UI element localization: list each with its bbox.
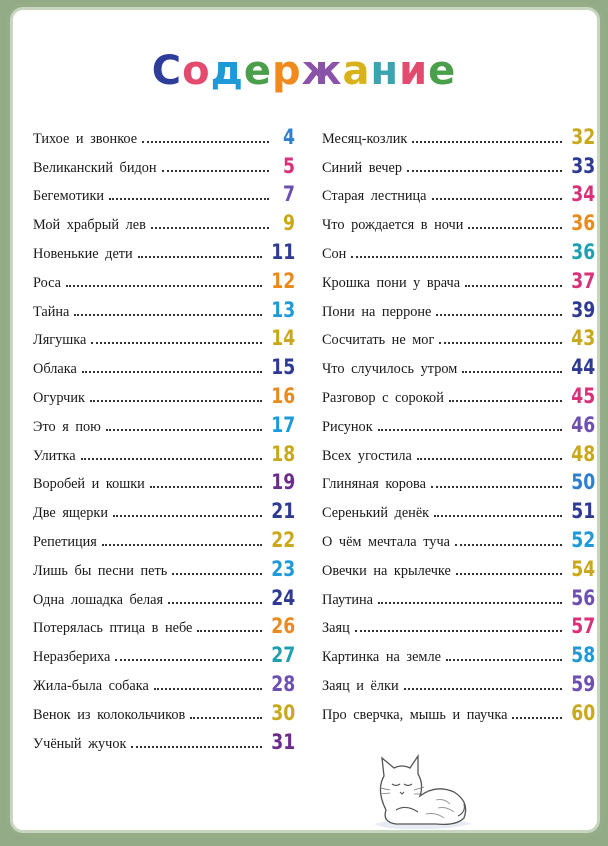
toc-entry bbox=[33, 322, 295, 351]
dot-leader bbox=[109, 198, 269, 200]
toc-entry-title: Венок из колокольчиков bbox=[33, 705, 188, 725]
toc-entry-title: Что случилось утром bbox=[322, 359, 460, 379]
toc-entry-title: Одна лошадка белая bbox=[33, 590, 166, 610]
toc-entry-page-number: 52 bbox=[571, 527, 595, 552]
toc-entry-page-number: 19 bbox=[271, 470, 295, 495]
dot-leader bbox=[142, 141, 269, 143]
toc-entry-title: Лишь бы песни петь bbox=[33, 561, 170, 581]
toc-entry-title: О чём мечтала туча bbox=[322, 532, 453, 552]
dot-leader bbox=[190, 717, 262, 719]
dot-leader bbox=[113, 515, 262, 517]
dot-leader bbox=[404, 688, 562, 690]
toc-entry-title: Великанский бидон bbox=[33, 158, 160, 178]
toc-entry-title: Воробей и кошки bbox=[33, 474, 148, 494]
toc-entry-page-number: 31 bbox=[271, 729, 295, 754]
toc-left-column bbox=[33, 120, 295, 754]
toc-entry bbox=[33, 523, 295, 552]
title-letter: д bbox=[210, 48, 244, 94]
toc-entry-title: Неразбериха bbox=[33, 647, 113, 667]
toc-entry-title: Сон bbox=[322, 244, 349, 264]
toc-entry bbox=[322, 437, 595, 466]
toc-entry-page-number: 30 bbox=[271, 700, 295, 725]
toc-entry-title: Пони на перроне bbox=[322, 302, 434, 322]
dot-leader bbox=[168, 602, 262, 604]
title-letter: о bbox=[182, 48, 211, 94]
toc-entry-page-number: 33 bbox=[571, 153, 595, 178]
toc-entry-title: Роса bbox=[33, 273, 64, 293]
toc-entry-title: Месяц-козлик bbox=[322, 129, 410, 149]
toc-entry bbox=[33, 293, 295, 322]
toc-entry-title: Овечки на крылечке bbox=[322, 561, 454, 581]
toc-entry bbox=[33, 552, 295, 581]
toc-entry-page-number: 50 bbox=[571, 470, 595, 495]
toc-entry bbox=[322, 552, 595, 581]
toc-entry-title: Новенькие дети bbox=[33, 244, 136, 264]
dot-leader bbox=[432, 198, 562, 200]
toc-entry-page-number: 58 bbox=[571, 643, 595, 668]
dot-leader bbox=[355, 630, 562, 632]
dot-leader bbox=[512, 717, 561, 719]
title-letter: и bbox=[399, 48, 429, 94]
dot-leader bbox=[82, 371, 262, 373]
toc-entry-title: Заяц bbox=[322, 618, 353, 638]
dot-leader bbox=[197, 630, 261, 632]
dot-leader bbox=[456, 573, 562, 575]
toc-entry-page-number: 34 bbox=[571, 182, 595, 207]
toc-entry-page-number: 26 bbox=[271, 614, 295, 639]
dot-leader bbox=[115, 659, 261, 661]
dot-leader bbox=[417, 458, 562, 460]
toc-entry-title: Глиняная корова bbox=[322, 474, 429, 494]
toc-entry-page-number: 22 bbox=[271, 527, 295, 552]
toc-entry bbox=[33, 667, 295, 696]
toc-entry-page-number: 5 bbox=[283, 153, 295, 178]
toc-entry-title: Крошка пони у врача bbox=[322, 273, 463, 293]
toc-entry bbox=[33, 696, 295, 725]
toc-entry-page-number: 51 bbox=[571, 499, 595, 524]
toc-entry-page-number: 37 bbox=[571, 268, 595, 293]
toc-entry bbox=[33, 149, 295, 178]
toc-entry-title: Что рождается в ночи bbox=[322, 215, 466, 235]
toc-entry-page-number: 59 bbox=[571, 671, 595, 696]
dot-leader bbox=[449, 400, 562, 402]
dot-leader bbox=[436, 314, 561, 316]
toc-entry bbox=[322, 667, 595, 696]
toc-entry-title: Потерялась птица в небе bbox=[33, 618, 195, 638]
toc-entry bbox=[33, 350, 295, 379]
toc-entry-page-number: 12 bbox=[271, 268, 295, 293]
dot-leader bbox=[431, 486, 562, 488]
dot-leader bbox=[172, 573, 262, 575]
toc-entry bbox=[33, 120, 295, 149]
toc-entry-page-number: 44 bbox=[571, 355, 595, 380]
toc-entry-title: Лягушка bbox=[33, 330, 89, 350]
dot-leader bbox=[91, 342, 261, 344]
toc-entry-page-number: 13 bbox=[271, 297, 295, 322]
toc-right-column bbox=[322, 120, 595, 725]
toc-entry bbox=[33, 206, 295, 235]
toc-entry-page-number: 39 bbox=[571, 297, 595, 322]
title-letter: а bbox=[342, 48, 371, 94]
toc-entry bbox=[33, 235, 295, 264]
title-letter: е bbox=[243, 48, 273, 94]
toc-entry bbox=[33, 494, 295, 523]
dot-leader bbox=[446, 659, 562, 661]
dot-leader bbox=[434, 515, 562, 517]
dot-leader bbox=[455, 544, 562, 546]
toc-entry-page-number: 36 bbox=[571, 239, 595, 264]
toc-entry bbox=[322, 494, 595, 523]
toc-entry bbox=[33, 178, 295, 207]
toc-entry-title: Серенький денёк bbox=[322, 503, 432, 523]
toc-entry bbox=[322, 350, 595, 379]
toc-entry bbox=[322, 264, 595, 293]
toc-entry-title: Старая лестница bbox=[322, 186, 430, 206]
toc-entry-page-number: 23 bbox=[271, 556, 295, 581]
toc-entry bbox=[33, 437, 295, 466]
dot-leader bbox=[378, 602, 562, 604]
toc-entry-title: Рисунок bbox=[322, 417, 376, 437]
toc-entry-page-number: 45 bbox=[571, 383, 595, 408]
dot-leader bbox=[138, 256, 262, 258]
toc-entry-title: Всех угостила bbox=[322, 446, 415, 466]
title-letter: р bbox=[272, 48, 302, 94]
toc-entry bbox=[322, 206, 595, 235]
toc-entry-page-number: 16 bbox=[271, 383, 295, 408]
toc-entry-title: Учёный жучок bbox=[33, 734, 129, 754]
toc-entry-title: Разговор с сорокой bbox=[322, 388, 447, 408]
toc-entry-page-number: 14 bbox=[271, 326, 295, 351]
toc-entry bbox=[322, 638, 595, 667]
toc-entry-title: Тайна bbox=[33, 302, 72, 322]
toc-entry-page-number: 32 bbox=[571, 124, 595, 149]
toc-entry-title: Заяц и ёлки bbox=[322, 676, 402, 696]
toc-entry-title: Тихое и звонкое bbox=[33, 129, 140, 149]
toc-entry bbox=[322, 581, 595, 610]
dot-leader bbox=[131, 746, 261, 748]
toc-entry-page-number: 11 bbox=[271, 239, 295, 264]
dot-leader bbox=[465, 285, 562, 287]
toc-entry-page-number: 60 bbox=[571, 700, 595, 725]
toc-entry-title: Синий вечер bbox=[322, 158, 405, 178]
dot-leader bbox=[468, 227, 561, 229]
toc-entry-page-number: 27 bbox=[271, 643, 295, 668]
dot-leader bbox=[66, 285, 262, 287]
title-letter: н bbox=[370, 48, 400, 94]
dot-leader bbox=[378, 429, 562, 431]
toc-entry bbox=[322, 610, 595, 639]
dot-leader bbox=[106, 429, 262, 431]
toc-entry bbox=[33, 610, 295, 639]
toc-entry-title: Это я пою bbox=[33, 417, 104, 437]
dot-leader bbox=[407, 170, 562, 172]
toc-entry-page-number: 7 bbox=[283, 182, 295, 207]
toc-entry bbox=[322, 120, 595, 149]
toc-entry bbox=[33, 638, 295, 667]
toc-entry bbox=[322, 523, 595, 552]
toc-entry-page-number: 54 bbox=[571, 556, 595, 581]
toc-entry-title: Сосчитать не мог bbox=[322, 330, 437, 350]
sleeping-cat-icon bbox=[366, 740, 476, 832]
toc-entry bbox=[322, 178, 595, 207]
title-letter: е bbox=[428, 48, 457, 94]
toc-entry-page-number: 9 bbox=[283, 211, 295, 236]
title-letter: С bbox=[151, 48, 183, 94]
toc-entry-title: Улитка bbox=[33, 446, 79, 466]
toc-entry bbox=[33, 408, 295, 437]
toc-entry bbox=[33, 264, 295, 293]
toc-entry-page-number: 17 bbox=[271, 412, 295, 437]
title-letter: ж bbox=[301, 48, 343, 94]
toc-entry-title: Две ящерки bbox=[33, 503, 111, 523]
dot-leader bbox=[439, 342, 561, 344]
toc-entry-title: Бегемотики bbox=[33, 186, 107, 206]
dot-leader bbox=[151, 227, 269, 229]
toc-entry-page-number: 57 bbox=[571, 614, 595, 639]
dot-leader bbox=[102, 544, 262, 546]
toc-entry bbox=[322, 466, 595, 495]
dot-leader bbox=[351, 256, 561, 258]
toc-entry bbox=[322, 293, 595, 322]
toc-entry bbox=[33, 581, 295, 610]
toc-entry-page-number: 18 bbox=[271, 441, 295, 466]
toc-entry-page-number: 15 bbox=[271, 355, 295, 380]
toc-entry-page-number: 24 bbox=[271, 585, 295, 610]
toc-entry bbox=[322, 379, 595, 408]
toc-entry-page-number: 36 bbox=[571, 211, 595, 236]
toc-entry bbox=[33, 379, 295, 408]
dot-leader bbox=[74, 314, 261, 316]
toc-entry-page-number: 46 bbox=[571, 412, 595, 437]
toc-entry-title: Огурчик bbox=[33, 388, 88, 408]
dot-leader bbox=[412, 141, 561, 143]
toc-entry-page-number: 4 bbox=[283, 124, 295, 149]
toc-entry-title: Репетиция bbox=[33, 532, 100, 552]
toc-entry bbox=[322, 408, 595, 437]
toc-entry-title: Про сверчка, мышь и паучка bbox=[322, 705, 510, 725]
dot-leader bbox=[81, 458, 262, 460]
toc-entry bbox=[322, 696, 595, 725]
toc-entry-title: Картинка на земле bbox=[322, 647, 444, 667]
dot-leader bbox=[90, 400, 262, 402]
toc-entry bbox=[33, 466, 295, 495]
toc-entry bbox=[322, 149, 595, 178]
toc-entry-title: Мой храбрый лев bbox=[33, 215, 149, 235]
dot-leader bbox=[462, 371, 562, 373]
toc-entry-page-number: 56 bbox=[571, 585, 595, 610]
toc-entry bbox=[322, 235, 595, 264]
page-title bbox=[0, 46, 608, 96]
toc-entry-page-number: 48 bbox=[571, 441, 595, 466]
toc-entry-page-number: 21 bbox=[271, 499, 295, 524]
toc-entry-title: Паутина bbox=[322, 590, 376, 610]
toc-entry-title: Жила-была собака bbox=[33, 676, 152, 696]
dot-leader bbox=[154, 688, 262, 690]
toc-entry-page-number: 28 bbox=[271, 671, 295, 696]
dot-leader bbox=[162, 170, 269, 172]
toc-entry bbox=[33, 725, 295, 754]
toc-entry-title: Облака bbox=[33, 359, 80, 379]
dot-leader bbox=[150, 486, 262, 488]
toc-entry-page-number: 43 bbox=[571, 326, 595, 351]
toc-entry bbox=[322, 322, 595, 351]
